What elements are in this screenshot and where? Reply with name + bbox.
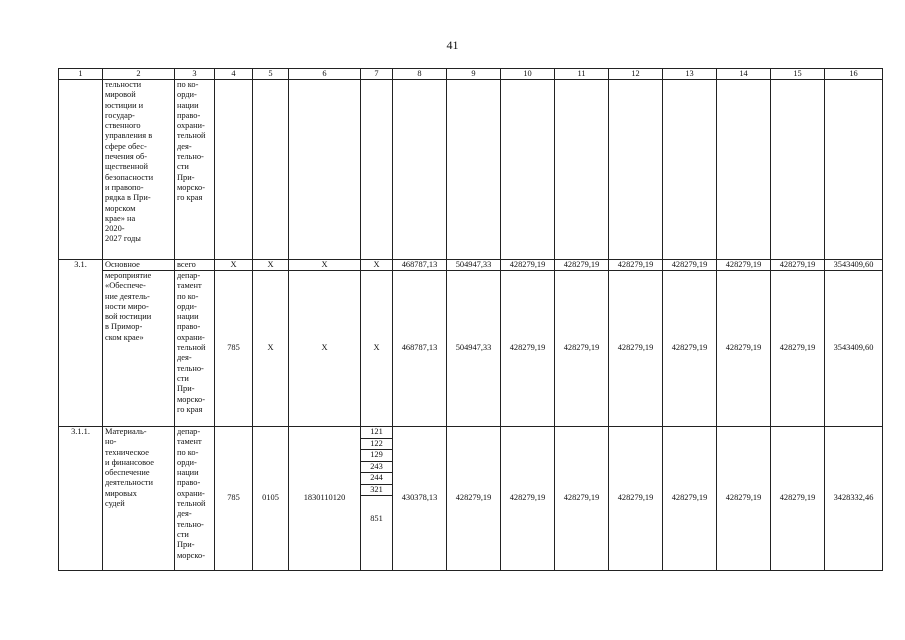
value-cell: 428279,19 xyxy=(771,260,825,271)
value-cell: 3543409,60 xyxy=(825,271,883,427)
row-number-cell: 3.1. xyxy=(59,260,103,427)
row-number-cell xyxy=(59,80,103,260)
header-cell: 13 xyxy=(663,69,717,80)
header-cell: 2 xyxy=(103,69,175,80)
header-cell: 3 xyxy=(175,69,215,80)
header-cell: 16 xyxy=(825,69,883,80)
expense-code: 129 xyxy=(361,450,392,462)
empty-cell xyxy=(361,80,393,260)
value-cell: 428279,19 xyxy=(663,260,717,271)
activity-name-cell: мероприятие «Обеспече- ние деятель- ности миро- вой юстиции в Примор- ском крае» xyxy=(103,271,175,427)
expense-code: 244 xyxy=(361,473,392,485)
expense-codes-cell xyxy=(361,427,393,571)
x-cell: Х xyxy=(253,271,289,427)
value-cell: 504947,33 xyxy=(447,271,501,427)
empty-cell xyxy=(555,80,609,260)
expense-code: 851 xyxy=(370,514,383,523)
x-cell: Х xyxy=(215,260,253,271)
empty-cell xyxy=(501,80,555,260)
table-header-row xyxy=(59,69,883,80)
value-cell: 428279,19 xyxy=(663,427,717,571)
value-cell: 785 xyxy=(215,427,253,571)
budget-table xyxy=(58,68,883,571)
header-cell: 5 xyxy=(253,69,289,80)
header-cell: 9 xyxy=(447,69,501,80)
row-number-cell: 3.1.1. xyxy=(59,427,103,571)
value-cell: 1830110120 xyxy=(289,427,361,571)
x-cell: Х xyxy=(361,260,393,271)
value-cell: 428279,19 xyxy=(717,260,771,271)
value-cell: 428279,19 xyxy=(609,260,663,271)
empty-cell xyxy=(717,80,771,260)
header-cell: 10 xyxy=(501,69,555,80)
x-cell: Х xyxy=(289,271,361,427)
value-cell: 428279,19 xyxy=(609,427,663,571)
value-cell: 430378,13 xyxy=(393,427,447,571)
value-cell: 785 xyxy=(215,271,253,427)
header-cell: 15 xyxy=(771,69,825,80)
empty-cell xyxy=(253,80,289,260)
empty-cell xyxy=(393,80,447,260)
table-row-continuation xyxy=(59,80,883,260)
page-number: 41 xyxy=(446,38,459,52)
expense-codes-list xyxy=(361,427,392,570)
expense-code: 243 xyxy=(361,462,392,474)
value-cell: 0105 xyxy=(253,427,289,571)
empty-cell xyxy=(663,80,717,260)
value-cell: 504947,33 xyxy=(447,260,501,271)
value-cell: 428279,19 xyxy=(501,260,555,271)
value-cell: 428279,19 xyxy=(555,427,609,571)
value-cell: 468787,13 xyxy=(393,271,447,427)
executor-cell: депар- тамент по ко- орди- нации право- охрани- тельной дея- тельно- сти При- морско- го края xyxy=(175,271,215,427)
value-cell: 468787,13 xyxy=(393,260,447,271)
empty-cell xyxy=(447,80,501,260)
header-cell: 14 xyxy=(717,69,771,80)
empty-cell xyxy=(771,80,825,260)
value-cell: 428279,19 xyxy=(555,271,609,427)
value-cell: 428279,19 xyxy=(447,427,501,571)
value-cell: 428279,19 xyxy=(555,260,609,271)
x-cell: Х xyxy=(361,271,393,427)
executor-cell: по ко- орди- нации право- охрани- тельной дея- тельно- сти При- морско- го края xyxy=(175,80,215,260)
value-cell: 428279,19 xyxy=(501,427,555,571)
value-cell: 428279,19 xyxy=(771,427,825,571)
header-cell: 12 xyxy=(609,69,663,80)
header-cell: 1 xyxy=(59,69,103,80)
executor-cell: всего xyxy=(175,260,215,271)
value-cell: 428279,19 xyxy=(771,271,825,427)
header-cell: 11 xyxy=(555,69,609,80)
empty-cell xyxy=(609,80,663,260)
table-row-total xyxy=(59,260,883,271)
expense-code: 321 xyxy=(361,485,392,497)
table-row-department xyxy=(59,271,883,427)
value-cell: 428279,19 xyxy=(609,271,663,427)
value-cell: 428279,19 xyxy=(663,271,717,427)
header-cell: 8 xyxy=(393,69,447,80)
value-cell: 428279,19 xyxy=(501,271,555,427)
x-cell: Х xyxy=(253,260,289,271)
value-cell: 428279,19 xyxy=(717,271,771,427)
executor-cell: депар- тамент по ко- орди- нации право- охрани- тельной дея- тельно- сти При- морско- xyxy=(175,427,215,571)
x-cell: Х xyxy=(289,260,361,271)
activity-name-cell: Основное xyxy=(103,260,175,271)
table-row-subactivity xyxy=(59,427,883,571)
header-cell: 7 xyxy=(361,69,393,80)
value-cell: 428279,19 xyxy=(717,427,771,571)
program-name-cell: тельности мировой юстиции и государ- ственного управления в сфере обес- печения об- щественной безопасности и правопо- рядка в При- морском крае» на 2020- 2027 годы xyxy=(103,80,175,260)
value-cell: 3428332,46 xyxy=(825,427,883,571)
expense-code: 121 xyxy=(361,427,392,439)
header-cell: 4 xyxy=(215,69,253,80)
value-cell: 3543409,60 xyxy=(825,260,883,271)
empty-cell xyxy=(825,80,883,260)
empty-cell xyxy=(215,80,253,260)
expense-code: 122 xyxy=(361,439,392,451)
activity-name-cell: Материаль- но- техническое и финансовое обеспечение деятельности мировых судей xyxy=(103,427,175,571)
empty-cell xyxy=(289,80,361,260)
header-cell: 6 xyxy=(289,69,361,80)
